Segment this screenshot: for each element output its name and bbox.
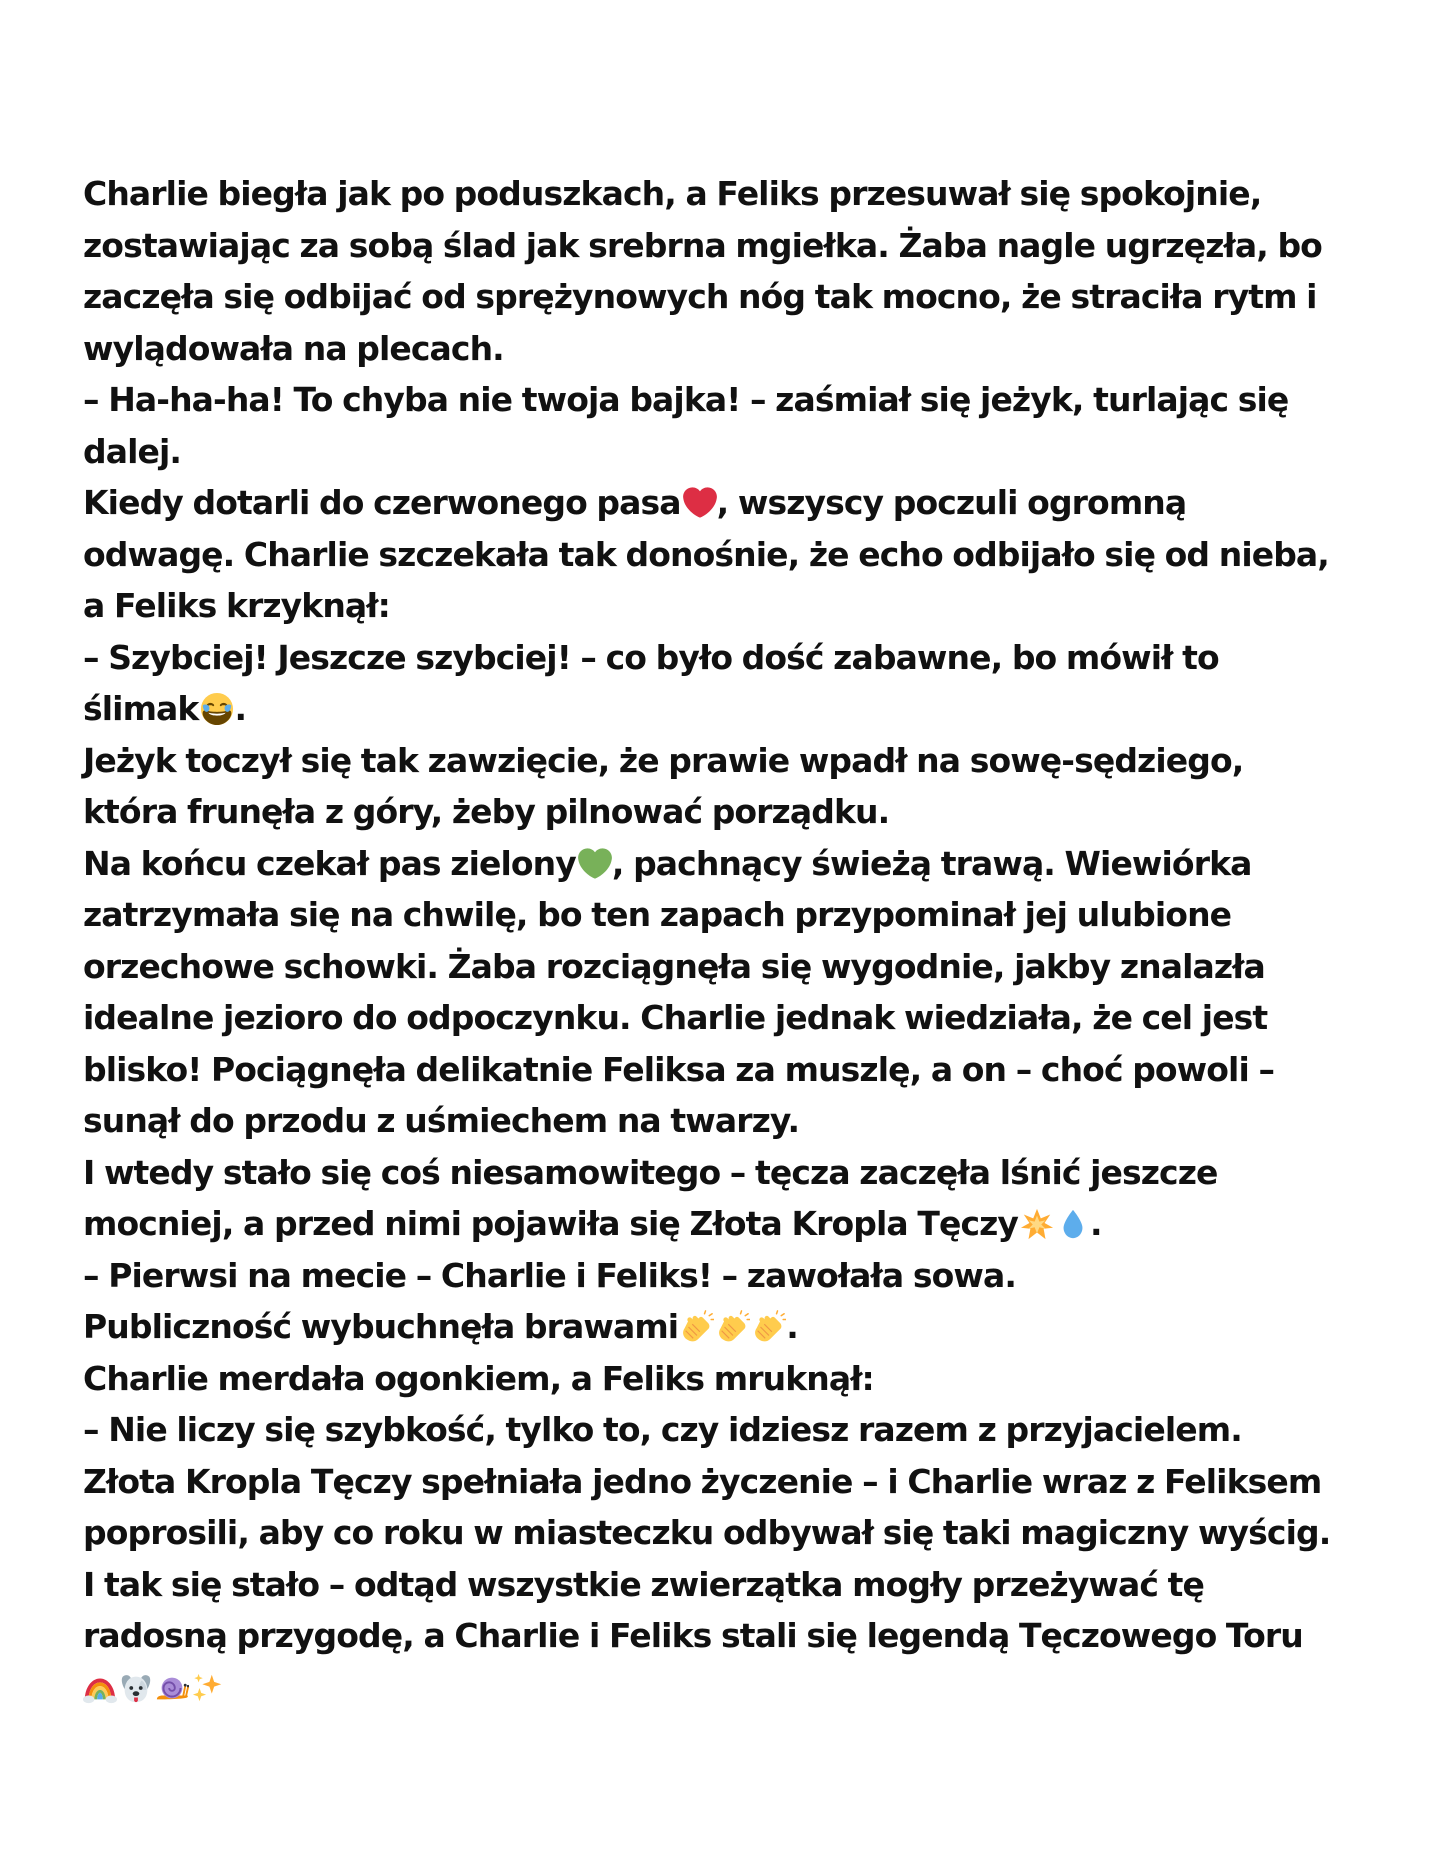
text-line: która frunęła z góry, żeby pilnować porządku. [83, 792, 890, 831]
text-line: poprosili, aby co roku w miasteczku odbywał się taki magiczny wyścig. [83, 1513, 1331, 1552]
text-line: idealne jezioro do odpoczynku. Charlie jednak wiedziała, że cel jest [83, 998, 1268, 1037]
text-line: – Pierwsi na mecie – Charlie i Feliks! – zawołała sowa. [83, 1255, 1016, 1295]
text-line: zatrzymała się na chwilę, bo ten zapach przypominał jej ulubione [83, 895, 1232, 934]
text-line: wylądowała na plecach. [83, 328, 504, 368]
clapping-hands-icon [752, 1310, 786, 1344]
text-line: zaczęła się odbijać od sprężynowych nóg tak mocno, że straciła rytm i [83, 277, 1317, 316]
emoji-line [83, 1662, 1383, 1714]
text-line [83, 838, 1383, 890]
text-segment: . [786, 1307, 798, 1346]
story-text [83, 168, 1383, 1713]
text-line: – Nie liczy się szybkość, tylko to, czy idziesz razem z przyjacielem. [83, 1410, 1242, 1449]
clapping-hands-icon [716, 1310, 750, 1344]
text-segment: Na końcu czekał pas zielony [83, 843, 576, 883]
text-line: dalej. [83, 431, 182, 471]
text-line: Złota Kropla Tęczy spełniała jedno życzenie – i Charlie wraz z Feliksem [83, 1461, 1322, 1501]
rainbow-icon [83, 1671, 117, 1705]
text-line: Charlie biegła jak po poduszkach, a Feliks przesuwał się spokojnie, [83, 174, 1262, 213]
text-segment: , wszyscy poczuli ogromną [716, 483, 1187, 522]
tears-of-joy-icon [200, 692, 234, 726]
text-line: sunął do przodu z uśmiechem na twarzy. [83, 1101, 800, 1140]
text-line [83, 1301, 1383, 1353]
green-heart-icon [578, 847, 612, 881]
text-line: blisko! Pociągnęła delikatnie Feliksa za muszlę, a on – choć powoli – [83, 1049, 1275, 1089]
text-segment: Publiczność wybuchnęła brawami [83, 1307, 679, 1346]
text-line [83, 1198, 1383, 1250]
text-segment: ślimak [83, 689, 199, 728]
text-segment: . [234, 689, 247, 728]
text-line: radosną przygodę, a Charlie i Feliks stali się legendą Tęczowego Toru [83, 1616, 1303, 1655]
text-segment: . [1090, 1204, 1102, 1243]
text-line: Jeżyk toczył się tak zawzięcie, że prawie wpadł na sowę-sędziego, [83, 740, 1244, 780]
clapping-hands-icon [680, 1310, 714, 1344]
text-line: orzechowe schowki. Żaba rozciągnęła się wygodnie, jakby znalazła [83, 946, 1265, 986]
snail-icon [155, 1671, 189, 1705]
text-line: Charlie merdała ogonkiem, a Feliks mruknął: [83, 1358, 874, 1398]
text-line: zostawiając za sobą ślad jak srebrna mgiełka. Żaba nagle ugrzęzła, bo [83, 225, 1322, 265]
text-line: I wtedy stało się coś niesamowitego – tęcza zaczęła lśnić jeszcze [83, 1152, 1218, 1192]
red-heart-icon [683, 486, 717, 520]
glowing-star-icon [1020, 1207, 1054, 1241]
droplet-icon [1056, 1207, 1090, 1241]
text-line [83, 683, 1383, 735]
text-segment: , pachnący świeżą trawą. Wiewiórka [611, 843, 1252, 883]
text-line: a Feliks krzyknął: [83, 586, 390, 625]
text-line: I tak się stało – odtąd wszystkie zwierzątka mogły przeżywać tę [83, 1564, 1204, 1604]
text-segment: Kiedy dotarli do czerwonego pasa [83, 483, 681, 522]
text-line: – Ha-ha-ha! To chyba nie twoja bajka! – zaśmiał się jeżyk, turlając się [83, 380, 1289, 419]
text-segment: mocniej, a przed nimi pojawiła się Złota Kropla Tęczy [83, 1204, 1019, 1243]
dog-face-icon [119, 1671, 153, 1705]
text-line: – Szybciej! Jeszcze szybciej! – co było dość zabawne, bo mówił to [83, 637, 1219, 677]
text-line [83, 477, 1383, 529]
text-line: odwagę. Charlie szczekała tak donośnie, że echo odbijało się od nieba, [83, 534, 1329, 574]
sparkles-icon [191, 1671, 225, 1705]
